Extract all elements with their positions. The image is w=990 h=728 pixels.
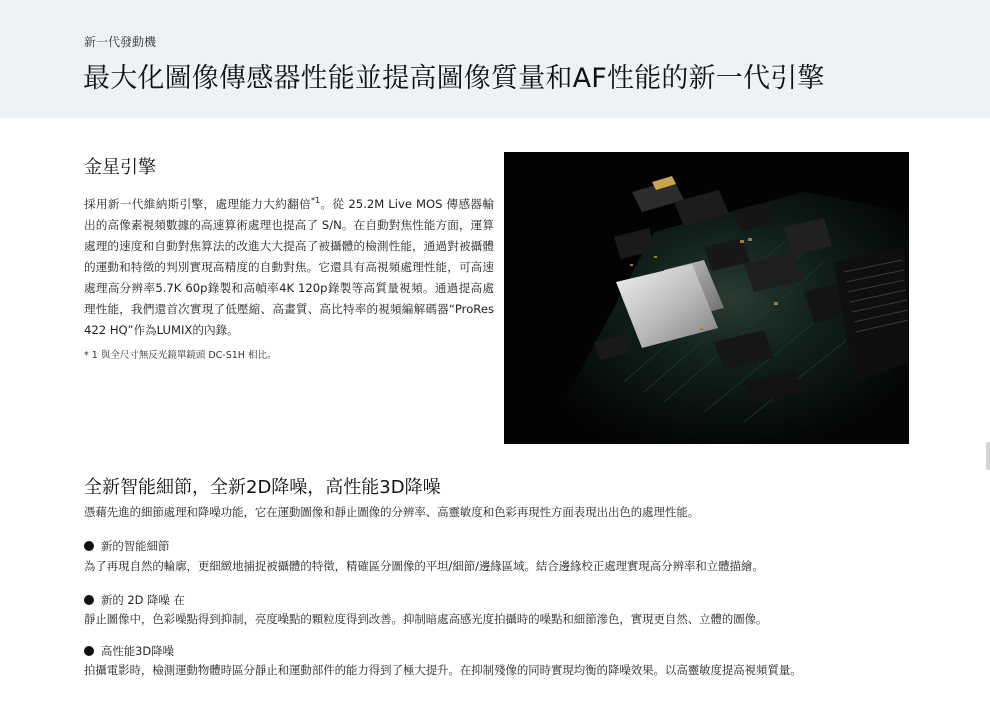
body-text-part1: 採用新一代維納斯引擎，處理能力大約翻倍	[84, 196, 312, 211]
bullet-head-text: 高性能3D降噪	[101, 644, 174, 658]
bullet-head-text: 新的 2D 降噪 在	[101, 593, 185, 607]
hero-title: 最大化圖像傳感器性能並提高圖像質量和AF性能的新一代引擎	[83, 63, 825, 94]
footnote: * 1 與全尺寸無反光鏡單鏡頭 DC-S1H 相比。	[84, 350, 277, 361]
bullet-head-2d-nr	[84, 592, 185, 608]
hero-banner	[0, 0, 990, 118]
section-title-venus-engine: 金星引擎	[84, 157, 156, 178]
bullet-dot-icon	[84, 595, 94, 605]
section-intro-noise-reduction: 憑藉先進的細節處理和降噪功能，它在運動圖像和靜止圖像的分辨率、高靈敏度和色彩再現性方面表現出出色的處理性能。	[84, 505, 700, 519]
footnote-marker: *1	[311, 196, 321, 205]
circuit-board-illustration	[504, 152, 909, 444]
bullet-head-text: 新的智能細節	[101, 539, 170, 553]
bullet-head-3d-nr	[84, 643, 174, 659]
scrollbar-thumb[interactable]	[986, 442, 990, 470]
bullet-text-3d-nr: 拍攝電影時，檢測運動物體時區分靜止和運動部件的能力得到了極大提升。在抑制殘像的同時實現均衡的降噪效果。以高靈敏度提高視頻質量。	[84, 663, 802, 677]
body-text-part2: 。從 25.2M Live MOS 傳感器輸出的高像素視頻數據的高速算術處理也提高了 S/N。在自動對焦性能方面，運算處理的速度和自動對焦算法的改進大大提高了被攝體的檢測性能，通過對被攝體的運動和特徵的判別實現高精度的自動對焦。它還具有高視頻處理性能，可高速處理高分辨率5.7K 60p錄製和高幀率4K 120p錄製等高質量視頻。通過提高處理性能，我們還首次實現了低壓縮、高畫質、高比特率的視頻編解碼器“ProRes 422 HQ”作為LUMIX的內錄。	[84, 196, 494, 337]
bullet-dot-icon	[84, 541, 94, 551]
bullet-head-intelligent-detail	[84, 538, 169, 554]
bullet-text-2d-nr: 靜止圖像中，色彩噪點得到抑制，亮度噪點的顆粒度得到改善。抑制暗處高感光度拍攝時的噪點和細節滲色，實現更自然、立體的圖像。	[84, 612, 768, 626]
section-title-noise-reduction: 全新智能細節，全新2D降噪，高性能3D降噪	[84, 477, 441, 498]
processor-board-image	[504, 152, 909, 444]
section-body-venus-engine	[84, 190, 494, 341]
hero-eyebrow: 新一代發動機	[84, 35, 157, 49]
bullet-text-intelligent-detail: 為了再現自然的輪廓，更細緻地捕捉被攝體的特徵，精確區分圖像的平坦/細節/邊緣區域。結合邊緣校正處理實現高分辨率和立體描繪。	[84, 559, 764, 573]
bullet-dot-icon	[84, 646, 94, 656]
